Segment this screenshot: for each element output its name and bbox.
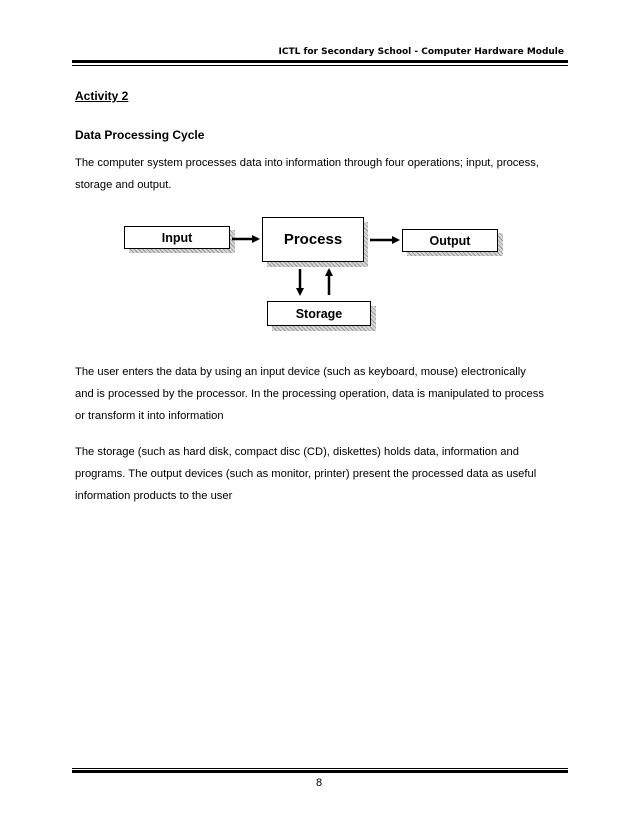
user-input-paragraph (75, 361, 570, 427)
output-label: Output (429, 233, 471, 248)
storage-output-paragraph (75, 441, 570, 507)
storage-label: Storage (295, 306, 343, 321)
input-label: Input (161, 230, 193, 245)
text-line: programs. The output devices (such as monitor, printer) present the processed data as useful (75, 468, 537, 480)
footer-rule (72, 770, 568, 773)
text-line: The user enters the data by using an input device (such as keyboard, mouse) electronically (75, 366, 526, 378)
text-line: storage and output. (75, 179, 172, 191)
footer-rule-thin (72, 768, 568, 769)
activity-title: Activity 2 (75, 89, 129, 103)
running-header: ICTL for Secondary School - Computer Hardware Module (278, 47, 564, 57)
text-line: and is processed by the processor. In the processing operation, data is manipulated to process (75, 388, 544, 400)
text-line: or transform it into information (75, 410, 224, 422)
text-line: The computer system processes data into information through four operations; input, process, (75, 157, 539, 169)
process-label: Process (283, 231, 343, 248)
text-line: information products to the user (75, 490, 233, 502)
text-line: The storage (such as hard disk, compact disc (CD), diskettes) holds data, information and (75, 446, 519, 458)
page-number: 8 (315, 777, 323, 789)
section-heading: Data Processing Cycle (75, 128, 205, 142)
